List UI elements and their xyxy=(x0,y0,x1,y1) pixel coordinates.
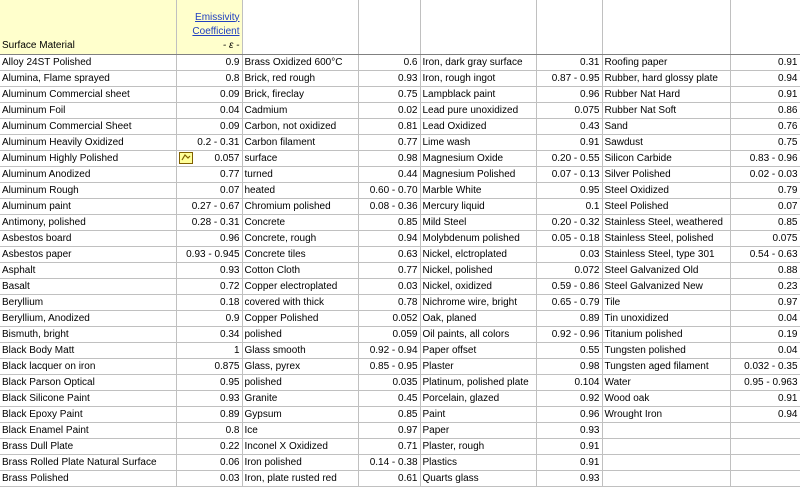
material-cell[interactable]: Black Parson Optical xyxy=(0,374,176,390)
material-cell[interactable]: Lampblack paint xyxy=(420,86,536,102)
emissivity-cell[interactable]: 0.78 xyxy=(358,294,420,310)
material-cell[interactable] xyxy=(602,470,730,486)
material-cell[interactable]: Iron polished xyxy=(242,454,358,470)
emissivity-cell[interactable]: 0.02 - 0.03 xyxy=(730,166,800,182)
emissivity-cell[interactable] xyxy=(730,438,800,454)
emissivity-cell[interactable]: 0.86 xyxy=(730,102,800,118)
material-cell[interactable]: Black Enamel Paint xyxy=(0,422,176,438)
material-cell[interactable]: Wood oak xyxy=(602,390,730,406)
emissivity-cell[interactable]: 0.104 xyxy=(536,374,602,390)
emissivity-cell[interactable]: 0.075 xyxy=(730,230,800,246)
material-cell[interactable]: Nickel, polished xyxy=(420,262,536,278)
header-surface-material[interactable]: Surface Material xyxy=(0,0,176,54)
material-cell[interactable]: Porcelain, glazed xyxy=(420,390,536,406)
material-cell[interactable]: Beryllium, Anodized xyxy=(0,310,176,326)
material-cell[interactable]: Mild Steel xyxy=(420,214,536,230)
material-cell[interactable]: Steel Polished xyxy=(602,198,730,214)
emissivity-cell[interactable]: 0.2 - 0.31 xyxy=(176,134,242,150)
emissivity-cell[interactable]: 0.057 xyxy=(176,150,242,166)
material-cell[interactable]: heated xyxy=(242,182,358,198)
material-cell[interactable]: Nickel, oxidized xyxy=(420,278,536,294)
emissivity-cell[interactable]: 0.81 xyxy=(358,118,420,134)
emissivity-cell[interactable]: 0.98 xyxy=(358,150,420,166)
material-cell[interactable]: Iron, rough ingot xyxy=(420,70,536,86)
material-cell[interactable]: Brass Oxidized 600°C xyxy=(242,54,358,70)
emissivity-cell[interactable]: 0.91 xyxy=(730,390,800,406)
emissivity-cell[interactable]: 0.09 xyxy=(176,86,242,102)
table-row xyxy=(0,214,800,230)
header-row xyxy=(0,0,800,54)
emissivity-cell[interactable]: 0.96 xyxy=(536,406,602,422)
table-row xyxy=(0,198,800,214)
material-cell[interactable]: Copper Polished xyxy=(242,310,358,326)
emissivity-label: Emissivity xyxy=(195,11,240,23)
material-cell[interactable]: Roofing paper xyxy=(602,54,730,70)
material-cell[interactable]: Rubber Nat Soft xyxy=(602,102,730,118)
table-row xyxy=(0,310,800,326)
material-cell[interactable]: Chromium polished xyxy=(242,198,358,214)
emissivity-cell[interactable]: 0.96 xyxy=(536,86,602,102)
emissivity-cell[interactable]: 0.07 xyxy=(176,182,242,198)
material-cell[interactable]: Brass Rolled Plate Natural Surface xyxy=(0,454,176,470)
emissivity-cell[interactable]: 0.85 xyxy=(358,214,420,230)
material-cell[interactable]: Carbon, not oxidized xyxy=(242,118,358,134)
emissivity-cell[interactable]: 0.91 xyxy=(536,134,602,150)
material-cell[interactable]: Steel Galvanized Old xyxy=(602,262,730,278)
emissivity-cell[interactable]: 0.052 xyxy=(358,310,420,326)
material-cell[interactable]: Copper electroplated xyxy=(242,278,358,294)
emissivity-cell[interactable] xyxy=(730,422,800,438)
emissivity-cell[interactable]: 0.61 xyxy=(358,470,420,486)
emissivity-cell[interactable]: 0.65 - 0.79 xyxy=(536,294,602,310)
table-row xyxy=(0,150,800,166)
material-cell[interactable] xyxy=(602,422,730,438)
emissivity-cell[interactable]: 0.04 xyxy=(730,310,800,326)
table-row xyxy=(0,102,800,118)
emissivity-cell[interactable]: 0.93 xyxy=(536,422,602,438)
emissivity-cell[interactable]: 0.75 xyxy=(730,134,800,150)
emissivity-cell[interactable]: 0.59 - 0.86 xyxy=(536,278,602,294)
emissivity-cell[interactable]: 0.85 xyxy=(730,214,800,230)
emissivity-cell[interactable]: 0.91 xyxy=(536,454,602,470)
emissivity-cell[interactable]: 0.96 xyxy=(176,230,242,246)
material-cell[interactable]: Paint xyxy=(420,406,536,422)
emissivity-cell[interactable]: 0.93 xyxy=(176,390,242,406)
emissivity-cell[interactable]: 0.9 xyxy=(176,310,242,326)
emissivity-cell[interactable]: 0.87 - 0.95 xyxy=(536,70,602,86)
emissivity-cell[interactable] xyxy=(730,470,800,486)
header-empty-f[interactable] xyxy=(536,0,602,54)
material-cell[interactable]: Aluminum Foil xyxy=(0,102,176,118)
emissivity-cell[interactable]: 0.23 xyxy=(730,278,800,294)
material-cell[interactable]: Paper offset xyxy=(420,342,536,358)
emissivity-cell[interactable]: 0.93 xyxy=(536,470,602,486)
header-empty-c[interactable] xyxy=(242,0,358,54)
material-cell[interactable]: Beryllium xyxy=(0,294,176,310)
material-cell[interactable]: covered with thick xyxy=(242,294,358,310)
material-cell[interactable]: surface xyxy=(242,150,358,166)
material-cell[interactable]: Plaster xyxy=(420,358,536,374)
emissivity-cell[interactable]: 0.77 xyxy=(358,134,420,150)
material-cell[interactable] xyxy=(602,454,730,470)
material-cell[interactable]: Nichrome wire, bright xyxy=(420,294,536,310)
material-cell[interactable]: Stainless Steel, weathered xyxy=(602,214,730,230)
emissivity-cell[interactable]: 0.83 - 0.96 xyxy=(730,150,800,166)
material-cell[interactable]: Wrought Iron xyxy=(602,406,730,422)
emissivity-cell[interactable]: 0.05 - 0.18 xyxy=(536,230,602,246)
coefficient-label: Coefficient xyxy=(192,25,240,37)
emissivity-cell[interactable]: 0.92 xyxy=(536,390,602,406)
emissivity-cell[interactable]: 0.94 xyxy=(730,70,800,86)
material-cell[interactable]: Aluminum paint xyxy=(0,198,176,214)
material-cell[interactable]: Tile xyxy=(602,294,730,310)
material-cell[interactable]: Granite xyxy=(242,390,358,406)
material-cell[interactable]: Platinum, polished plate xyxy=(420,374,536,390)
table-row xyxy=(0,358,800,374)
material-cell[interactable] xyxy=(602,438,730,454)
material-cell[interactable]: Aluminum Commercial sheet xyxy=(0,86,176,102)
table-row xyxy=(0,294,800,310)
emissivity-cell[interactable]: 0.54 - 0.63 xyxy=(730,246,800,262)
material-cell[interactable]: Brick, red rough xyxy=(242,70,358,86)
material-cell[interactable]: Silver Polished xyxy=(602,166,730,182)
material-cell[interactable]: Black Silicone Paint xyxy=(0,390,176,406)
emissivity-cell[interactable]: 0.09 xyxy=(176,118,242,134)
material-cell[interactable]: Glass, pyrex xyxy=(242,358,358,374)
material-cell[interactable]: Concrete xyxy=(242,214,358,230)
material-cell[interactable]: Lead Oxidized xyxy=(420,118,536,134)
material-cell[interactable]: Asphalt xyxy=(0,262,176,278)
material-cell[interactable]: Stainless Steel, type 301 xyxy=(602,246,730,262)
emissivity-cell[interactable]: 0.075 xyxy=(536,102,602,118)
emissivity-cell[interactable]: 0.19 xyxy=(730,326,800,342)
material-cell[interactable]: Aluminum Highly Polished xyxy=(0,150,176,166)
table-row xyxy=(0,246,800,262)
emissivity-cell[interactable]: 0.22 xyxy=(176,438,242,454)
emissivity-cell[interactable]: 0.88 xyxy=(730,262,800,278)
emissivity-cell[interactable]: 0.44 xyxy=(358,166,420,182)
emissivity-cell[interactable]: 0.85 xyxy=(358,406,420,422)
header-emissivity-coefficient[interactable] xyxy=(176,0,242,54)
material-cell[interactable]: Steel Oxidized xyxy=(602,182,730,198)
material-cell[interactable]: Black lacquer on iron xyxy=(0,358,176,374)
emissivity-cell[interactable]: 0.94 xyxy=(358,230,420,246)
table-row xyxy=(0,454,800,470)
material-cell[interactable]: Glass smooth xyxy=(242,342,358,358)
material-cell[interactable]: Silicon Carbide xyxy=(602,150,730,166)
material-cell[interactable]: Lime wash xyxy=(420,134,536,150)
emissivity-cell[interactable]: 0.03 xyxy=(536,246,602,262)
material-cell[interactable]: Tungsten polished xyxy=(602,342,730,358)
emissivity-cell[interactable]: 0.059 xyxy=(358,326,420,342)
material-cell[interactable]: Ice xyxy=(242,422,358,438)
material-cell[interactable]: Cadmium xyxy=(242,102,358,118)
table-row xyxy=(0,86,800,102)
material-cell[interactable]: Iron, plate rusted red xyxy=(242,470,358,486)
emissivity-cell[interactable]: 0.072 xyxy=(536,262,602,278)
material-cell[interactable]: Nickel, elctroplated xyxy=(420,246,536,262)
emissivity-cell[interactable]: 0.91 xyxy=(730,54,800,70)
table-row xyxy=(0,166,800,182)
material-cell[interactable]: Brick, fireclay xyxy=(242,86,358,102)
emissivity-cell[interactable]: 0.04 xyxy=(730,342,800,358)
material-cell[interactable]: Paper xyxy=(420,422,536,438)
material-cell[interactable]: Tin unoxidized xyxy=(602,310,730,326)
emissivity-cell[interactable]: 0.07 xyxy=(730,198,800,214)
emissivity-cell[interactable]: 0.875 xyxy=(176,358,242,374)
emissivity-cell[interactable]: 0.71 xyxy=(358,438,420,454)
material-cell[interactable]: Cotton Cloth xyxy=(242,262,358,278)
material-cell[interactable]: turned xyxy=(242,166,358,182)
table-row xyxy=(0,262,800,278)
emissivity-cell[interactable]: 0.45 xyxy=(358,390,420,406)
material-cell[interactable]: Alloy 24ST Polished xyxy=(0,54,176,70)
table-row xyxy=(0,70,800,86)
material-cell[interactable]: Rubber Nat Hard xyxy=(602,86,730,102)
material-cell[interactable]: Basalt xyxy=(0,278,176,294)
emissivity-cell[interactable]: 0.9 xyxy=(176,54,242,70)
emissivity-cell[interactable]: 0.6 xyxy=(358,54,420,70)
material-cell[interactable]: Rubber, hard glossy plate xyxy=(602,70,730,86)
table-row xyxy=(0,326,800,342)
emissivity-cell[interactable]: 0.77 xyxy=(176,166,242,182)
emissivity-cell[interactable]: 0.79 xyxy=(730,182,800,198)
material-cell[interactable]: Titanium polished xyxy=(602,326,730,342)
emissivity-cell[interactable]: 0.02 xyxy=(358,102,420,118)
table-row xyxy=(0,422,800,438)
material-cell[interactable]: Water xyxy=(602,374,730,390)
emissivity-cell[interactable]: 0.28 - 0.31 xyxy=(176,214,242,230)
emissivity-cell[interactable]: 0.60 - 0.70 xyxy=(358,182,420,198)
material-cell[interactable]: Plaster, rough xyxy=(420,438,536,454)
emissivity-cell[interactable]: 0.93 - 0.945 xyxy=(176,246,242,262)
epsilon-symbol: - ε - xyxy=(222,39,240,51)
material-cell[interactable]: Black Body Matt xyxy=(0,342,176,358)
table-row xyxy=(0,182,800,198)
header-empty-d[interactable] xyxy=(358,0,420,54)
emissivity-cell[interactable]: 0.93 xyxy=(358,70,420,86)
material-cell[interactable]: Antimony, polished xyxy=(0,214,176,230)
material-cell[interactable]: Bismuth, bright xyxy=(0,326,176,342)
emissivity-cell[interactable]: 0.20 - 0.32 xyxy=(536,214,602,230)
material-cell[interactable]: Quarts glass xyxy=(420,470,536,486)
material-cell[interactable]: Magnesium Polished xyxy=(420,166,536,182)
comment-note-icon[interactable] xyxy=(179,152,193,164)
emissivity-cell[interactable]: 0.8 xyxy=(176,70,242,86)
emissivity-cell[interactable]: 0.92 - 0.94 xyxy=(358,342,420,358)
emissivity-cell[interactable]: 0.93 xyxy=(176,262,242,278)
header-empty-g[interactable] xyxy=(602,0,730,54)
material-cell[interactable]: Aluminum Anodized xyxy=(0,166,176,182)
table-row xyxy=(0,406,800,422)
emissivity-cell[interactable]: 0.1 xyxy=(536,198,602,214)
emissivity-cell[interactable]: 0.14 - 0.38 xyxy=(358,454,420,470)
emissivity-cell[interactable]: 0.97 xyxy=(358,422,420,438)
emissivity-cell[interactable]: 0.97 xyxy=(730,294,800,310)
table-row xyxy=(0,438,800,454)
emissivity-cell[interactable]: 0.03 xyxy=(176,470,242,486)
material-cell[interactable]: Asbestos paper xyxy=(0,246,176,262)
table-row xyxy=(0,278,800,294)
emissivity-cell[interactable]: 0.89 xyxy=(176,406,242,422)
material-cell[interactable]: Sawdust xyxy=(602,134,730,150)
emissivity-cell[interactable]: 0.95 xyxy=(536,182,602,198)
table-row xyxy=(0,470,800,486)
table-row xyxy=(0,342,800,358)
emissivity-cell[interactable]: 0.76 xyxy=(730,118,800,134)
header-empty-e[interactable] xyxy=(420,0,536,54)
emissivity-cell[interactable]: 0.035 xyxy=(358,374,420,390)
material-cell[interactable]: Gypsum xyxy=(242,406,358,422)
table-row xyxy=(0,390,800,406)
table-row xyxy=(0,118,800,134)
emissivity-cell[interactable]: 0.032 - 0.35 xyxy=(730,358,800,374)
emissivity-cell[interactable]: 0.85 - 0.95 xyxy=(358,358,420,374)
material-cell[interactable]: Magnesium Oxide xyxy=(420,150,536,166)
emissivity-cell[interactable]: 0.31 xyxy=(536,54,602,70)
emissivity-cell[interactable]: 0.95 xyxy=(176,374,242,390)
table-row xyxy=(0,230,800,246)
material-cell[interactable]: Carbon filament xyxy=(242,134,358,150)
material-cell[interactable]: Aluminum Heavily Oxidized xyxy=(0,134,176,150)
material-cell[interactable]: Brass Dull Plate xyxy=(0,438,176,454)
material-cell[interactable]: Brass Polished xyxy=(0,470,176,486)
emissivity-cell[interactable]: 0.89 xyxy=(536,310,602,326)
material-cell[interactable]: Concrete tiles xyxy=(242,246,358,262)
emissivity-cell[interactable]: 0.06 xyxy=(176,454,242,470)
emissivity-cell[interactable]: 0.91 xyxy=(730,86,800,102)
emissivity-cell[interactable]: 0.95 - 0.963 xyxy=(730,374,800,390)
material-cell[interactable]: Stainless Steel, polished xyxy=(602,230,730,246)
emissivity-cell[interactable]: 0.18 xyxy=(176,294,242,310)
material-cell[interactable]: Marble White xyxy=(420,182,536,198)
emissivity-cell[interactable]: 0.34 xyxy=(176,326,242,342)
material-cell[interactable]: Sand xyxy=(602,118,730,134)
material-cell[interactable]: Asbestos board xyxy=(0,230,176,246)
emissivity-cell[interactable]: 0.27 - 0.67 xyxy=(176,198,242,214)
material-cell[interactable]: Molybdenum polished xyxy=(420,230,536,246)
table-row xyxy=(0,54,800,70)
material-cell[interactable]: Steel Galvanized New xyxy=(602,278,730,294)
material-cell[interactable]: polished xyxy=(242,374,358,390)
emissivity-cell[interactable]: 0.91 xyxy=(536,438,602,454)
emissivity-cell[interactable]: 0.03 xyxy=(358,278,420,294)
emissivity-cell[interactable]: 1 xyxy=(176,342,242,358)
emissivity-cell[interactable]: 0.72 xyxy=(176,278,242,294)
material-cell[interactable]: polished xyxy=(242,326,358,342)
material-cell[interactable]: Iron, dark gray surface xyxy=(420,54,536,70)
material-cell[interactable]: Concrete, rough xyxy=(242,230,358,246)
material-cell[interactable]: Lead pure unoxidized xyxy=(420,102,536,118)
material-cell[interactable]: Inconel X Oxidized xyxy=(242,438,358,454)
emissivity-cell[interactable]: 0.43 xyxy=(536,118,602,134)
material-cell[interactable]: Oak, planed xyxy=(420,310,536,326)
material-cell[interactable]: Black Epoxy Paint xyxy=(0,406,176,422)
material-cell[interactable]: Plastics xyxy=(420,454,536,470)
header-empty-h[interactable] xyxy=(730,0,800,54)
emissivity-cell[interactable]: 0.77 xyxy=(358,262,420,278)
emissivity-cell[interactable] xyxy=(730,454,800,470)
emissivity-cell[interactable]: 0.92 - 0.96 xyxy=(536,326,602,342)
material-cell[interactable]: Aluminum Commercial Sheet xyxy=(0,118,176,134)
material-cell[interactable]: Tungsten aged filament xyxy=(602,358,730,374)
emissivity-cell[interactable]: 0.04 xyxy=(176,102,242,118)
material-cell[interactable]: Aluminum Rough xyxy=(0,182,176,198)
emissivity-cell[interactable]: 0.94 xyxy=(730,406,800,422)
emissivity-cell[interactable]: 0.08 - 0.36 xyxy=(358,198,420,214)
emissivity-cell[interactable]: 0.07 - 0.13 xyxy=(536,166,602,182)
emissivity-cell[interactable]: 0.98 xyxy=(536,358,602,374)
material-cell[interactable]: Alumina, Flame sprayed xyxy=(0,70,176,86)
emissivity-cell[interactable]: 0.8 xyxy=(176,422,242,438)
emissivity-cell[interactable]: 0.75 xyxy=(358,86,420,102)
material-cell[interactable]: Mercury liquid xyxy=(420,198,536,214)
table-row xyxy=(0,374,800,390)
emissivity-cell[interactable]: 0.63 xyxy=(358,246,420,262)
material-cell[interactable]: Oil paints, all colors xyxy=(420,326,536,342)
emissivity-cell[interactable]: 0.20 - 0.55 xyxy=(536,150,602,166)
emissivity-cell[interactable]: 0.55 xyxy=(536,342,602,358)
table-row xyxy=(0,134,800,150)
